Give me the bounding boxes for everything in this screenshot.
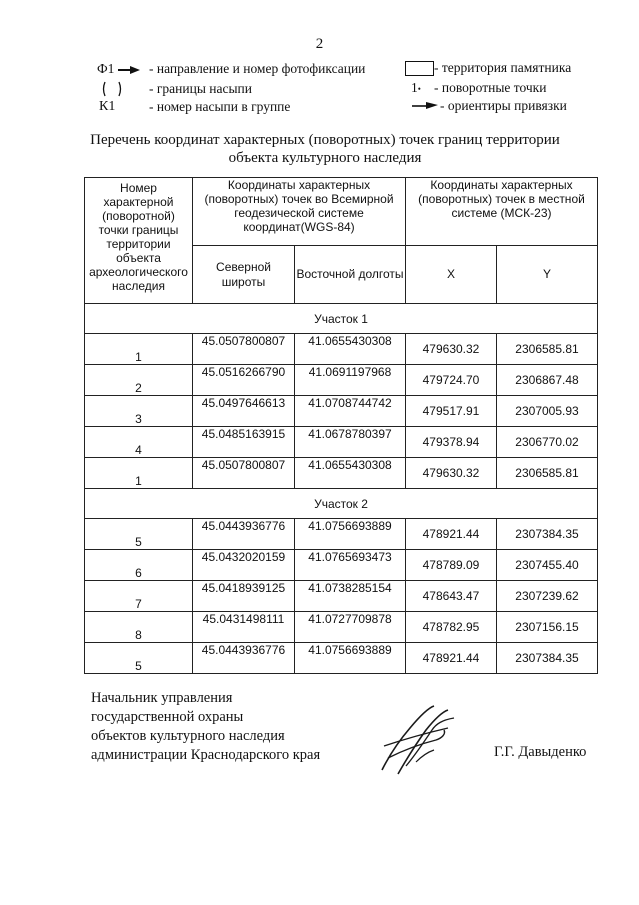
point-number: 7: [85, 581, 193, 612]
longitude-cell: 41.0765693473: [295, 550, 406, 581]
section-heading: Участок 2: [85, 489, 598, 519]
point-number: 8: [85, 612, 193, 643]
header-latitude: Северной широты: [193, 246, 295, 304]
y-cell: 2307455.40: [497, 550, 598, 581]
point-number: 4: [85, 427, 193, 458]
x-cell: 478789.09: [406, 550, 497, 581]
y-cell: 2306770.02: [497, 427, 598, 458]
latitude-cell: 45.0507800807: [193, 334, 295, 365]
reference-arrow-icon: [412, 100, 438, 110]
title-line-2: объекта культурного наследия: [228, 150, 422, 166]
legend-group-text: - номер насыпи в группе: [149, 99, 291, 114]
header-wgs84: Координаты характерных (поворотных) точек во Всемирной геодезической системе координат(WGS-84): [193, 178, 406, 246]
x-cell: 478921.44: [406, 643, 497, 674]
longitude-cell: 41.0678780397: [295, 427, 406, 458]
y-cell: 2306867.48: [497, 365, 598, 396]
legend-mound-text: - границы насыпи: [149, 81, 252, 96]
territory-box-icon: [405, 61, 434, 76]
latitude-cell: 45.0443936776: [193, 519, 295, 550]
y-cell: 2307239.62: [497, 581, 598, 612]
legend-photo: [97, 61, 140, 77]
table-row: [85, 519, 598, 550]
point-number: 6: [85, 550, 193, 581]
signature-block: [91, 689, 320, 765]
legend-ref-text: - ориентиры привязки: [440, 98, 567, 113]
legend-photo-text: - направление и номер фотофиксации: [149, 61, 366, 76]
signature-line-1: Начальник управления: [91, 690, 233, 706]
table-row: [85, 334, 598, 365]
x-cell: 479724.70: [406, 365, 497, 396]
table-row: [85, 396, 598, 427]
y-cell: 2307384.35: [497, 643, 598, 674]
x-cell: 479630.32: [406, 334, 497, 365]
latitude-cell: 45.0432020159: [193, 550, 295, 581]
point-number: 2: [85, 365, 193, 396]
longitude-cell: 41.0756693889: [295, 519, 406, 550]
turn-point-number: 1: [411, 80, 418, 95]
x-cell: 478643.47: [406, 581, 497, 612]
handwritten-signature: [376, 700, 462, 780]
table-row: [85, 643, 598, 674]
longitude-cell: 41.0727709878: [295, 612, 406, 643]
header-y: Y: [497, 246, 598, 304]
latitude-cell: 45.0418939125: [193, 581, 295, 612]
mound-bounds-icon: [101, 80, 123, 98]
group-marker: К1: [99, 99, 116, 114]
table-row: [85, 365, 598, 396]
photo-arrow-icon: [118, 65, 140, 75]
x-cell: 478782.95: [406, 612, 497, 643]
section-heading: Участок 1: [85, 304, 598, 334]
table-row: [85, 581, 598, 612]
longitude-cell: 41.0655430308: [295, 458, 406, 489]
latitude-cell: 45.0485163915: [193, 427, 295, 458]
latitude-cell: 45.0497646613: [193, 396, 295, 427]
latitude-cell: 45.0443936776: [193, 643, 295, 674]
y-cell: 2307156.15: [497, 612, 598, 643]
turn-point-marker: 1•: [411, 80, 421, 95]
table-row: [85, 427, 598, 458]
longitude-cell: 41.0691197968: [295, 365, 406, 396]
y-cell: 2307384.35: [497, 519, 598, 550]
y-cell: 2307005.93: [497, 396, 598, 427]
point-number: 5: [85, 519, 193, 550]
x-cell: 478921.44: [406, 519, 497, 550]
table-row: [85, 612, 598, 643]
table-row: [85, 550, 598, 581]
point-number: 5: [85, 643, 193, 674]
point-number: 1: [85, 334, 193, 365]
header-point-number: Номер характерной (поворотной) точки границы территории объекта археологического наследия: [85, 178, 193, 304]
x-cell: 479517.91: [406, 396, 497, 427]
header-x: X: [406, 246, 497, 304]
table-body: [85, 304, 598, 674]
latitude-cell: 45.0507800807: [193, 458, 295, 489]
header-longitude: Восточной долготы: [295, 246, 406, 304]
signature-line-3: объектов культурного наследия: [91, 728, 285, 744]
longitude-cell: 41.0756693889: [295, 643, 406, 674]
table-row: [85, 458, 598, 489]
photo-marker: Ф1: [97, 61, 115, 76]
document-title: [60, 131, 590, 167]
page-number: 2: [315, 36, 324, 52]
y-cell: 2306585.81: [497, 458, 598, 489]
x-cell: 479630.32: [406, 458, 497, 489]
signature-line-4: администрации Краснодарского края: [91, 747, 321, 763]
title-line-1: Перечень координат характерных (поворотных) точек границ территории: [90, 132, 560, 148]
y-cell: 2306585.81: [497, 334, 598, 365]
longitude-cell: 41.0738285154: [295, 581, 406, 612]
point-number: 3: [85, 396, 193, 427]
latitude-cell: 45.0431498111: [193, 612, 295, 643]
coordinates-table: [84, 177, 598, 674]
longitude-cell: 41.0708744742: [295, 396, 406, 427]
legend-turn-text: - поворотные точки: [434, 80, 547, 95]
point-number: 1: [85, 458, 193, 489]
x-cell: 479378.94: [406, 427, 497, 458]
longitude-cell: 41.0655430308: [295, 334, 406, 365]
latitude-cell: 45.0516266790: [193, 365, 295, 396]
signer-name: Г.Г. Давыденко: [494, 744, 587, 760]
legend-territory-text: - территория памятника: [434, 60, 572, 75]
header-msk23: Координаты характерных (поворотных) точек в местной системе (МСК-23): [406, 178, 598, 246]
signature-line-2: государственной охраны: [91, 709, 244, 725]
